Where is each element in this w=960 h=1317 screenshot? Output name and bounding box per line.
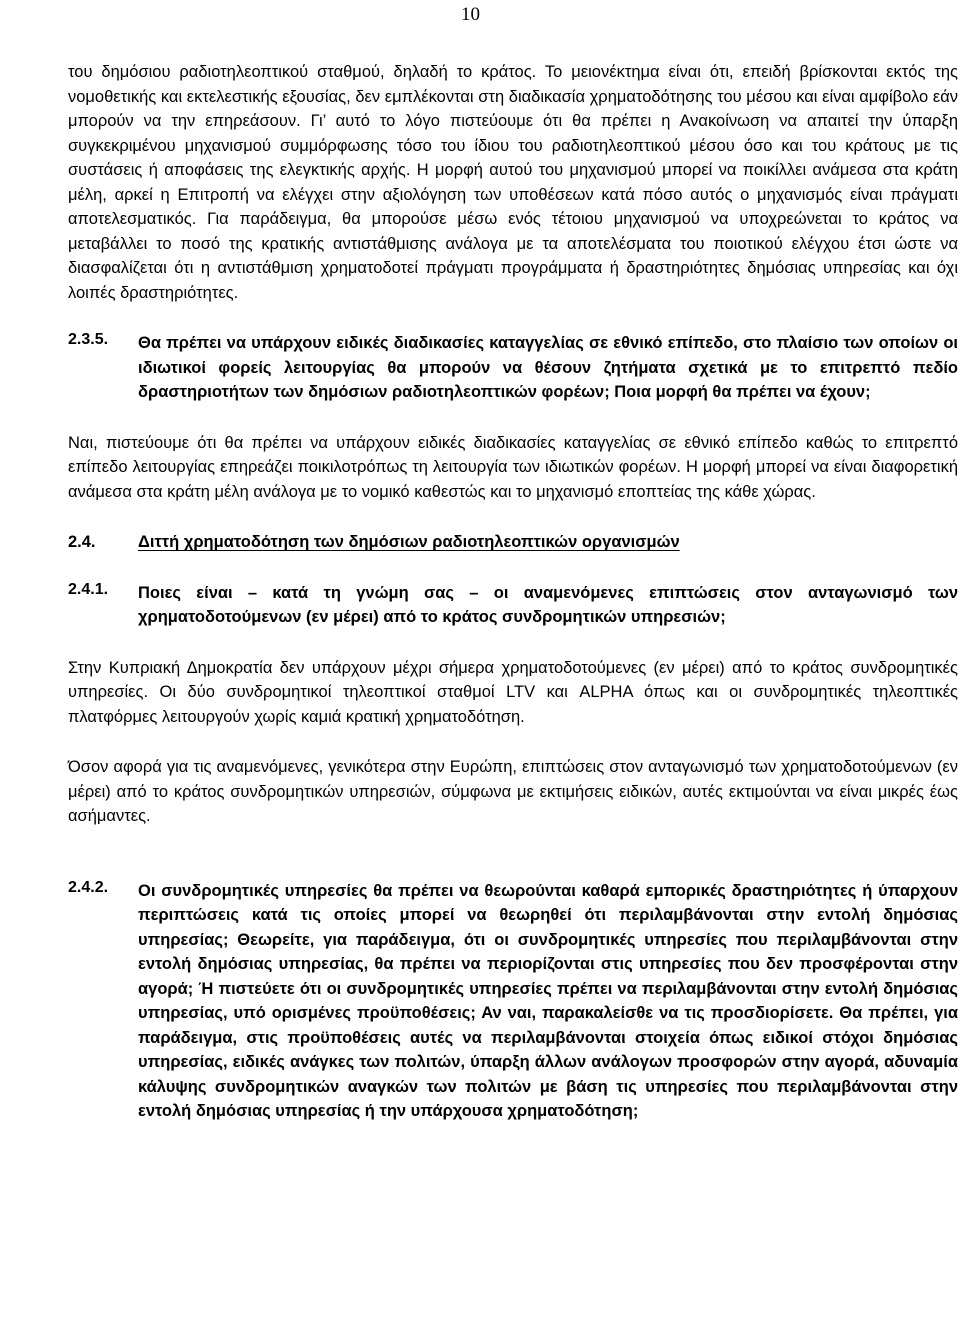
- question-text: Ποιες είναι – κατά τη γνώμη σας – οι αναμενόμενες επιπτώσεις στον ανταγωνισμό των χρηματοδοτούμενων (εν μέρει) από το κράτος συνδρομητικών υπηρεσιών;: [138, 583, 958, 626]
- question-2-4-2: [68, 879, 958, 1124]
- question-2-4-1: [68, 581, 958, 630]
- question-number: 2.3.5.: [68, 331, 109, 348]
- answer-2-4-1-part-2: Όσον αφορά για τις αναμενόμενες, γενικότερα στην Ευρώπη, επιπτώσεις στον ανταγωνισμό των χρηματοδοτούμενων (εν μέρει) από το κράτος συνδρομητικών υπηρεσιών, σύμφωνα με εκτιμήσεις ειδικών, αυτές εκτιμούνται να είναι μικρές έως ασήμαντες.: [68, 758, 958, 825]
- document-body: [68, 60, 958, 1124]
- answer-2-3-5: Ναι, πιστεύουμε ότι θα πρέπει να υπάρχουν ειδικές διαδικασίες καταγγελίας σε εθνικό επίπεδο καθώς το επιτρεπτό επίπεδο λειτουργίας επηρεάζει ποικιλοτρόπως τη λειτουργία των ιδιωτικών φορέων. Η μορφή μπορεί να είναι διαφορετική ανάμεσα στα κράτη μέλη ανάλογα με το νομικό καθεστώς και το μηχανισμό εποπτείας της κάθε χώρας.: [68, 433, 958, 501]
- page-number: 10: [461, 4, 480, 25]
- answer-2-4-1-part-1: Στην Κυπριακή Δημοκρατία δεν υπάρχουν μέχρι σήμερα χρηματοδοτούμενες (εν μέρει) από το κράτος συνδρομητικές υπηρεσίες. Οι δύο συνδρομητικοί τηλεοπτικοί σταθμοί LTV και ALPHA όπως και οι συνδρομητικές τηλεοπτικές πλατφόρμες λειτουργούν χωρίς καμιά κρατική χρηματοδότηση.: [68, 658, 958, 726]
- question-number: 2.4.2.: [68, 878, 109, 896]
- question-number: 2.4.1.: [68, 580, 109, 598]
- question-text: Θα πρέπει να υπάρχουν ειδικές διαδικασίες καταγγελίας σε εθνικό επίπεδο, στο πλαίσιο των οποίων οι ιδιωτικοί φορείς λειτουργίας θα μπορούν να θέσουν ζητήματα σχετικά με το επιτρεπτό πεδίο δραστηριοτήτων των δημόσιων ραδιοτηλεοπτικών φορέων; Ποια μορφή θα πρέπει να έχουν;: [138, 334, 958, 401]
- section-heading-2-4: [68, 530, 958, 555]
- section-title: Διττή χρηματοδότηση των δημόσιων ραδιοτηλεοπτικών οργανισμών: [138, 533, 680, 551]
- section-number: 2.4.: [68, 533, 96, 551]
- question-2-3-5: [68, 331, 958, 405]
- question-text: Οι συνδρομητικές υπηρεσίες θα πρέπει να θεωρούνται καθαρά εμπορικές δραστηριότητες ή ύπαρχουν περιπτώσεις κατά τις οποίες μπορεί να θεωρηθεί ότι περιλαμβάνονται στην εντολή δημόσιας υπηρεσίας; Θεωρείτε, για παράδειγμα, ότι οι συνδρομητικές υπηρεσίες που περιλαμβάνονται στην εντολή δημόσιας υπηρεσίας, θα πρέπει να περιορίζονται στις υπηρεσίες που δεν προσφέρονται στην αγορά; Ή πιστεύετε ότι οι συνδρομητικές υπηρεσίες πρέπει να περιλαμβάνονται στην εντολή δημόσιας υπηρεσίας, υπό ορισμένες προϋποθέσεις; Αν ναι, παρακαλείσθε να τις προσδιορίσετε. Θα πρέπει, για παράδειγμα, στις προϋποθέσεις αυτές να περιλαμβάνονται στοιχεία όπως ειδικοί στόχοι δημόσιας υπηρεσίας, ειδικές ανάγκες των πολιτών, ύπαρξη άλλων ανάλογων προσφορών στην αγορά, αδυναμία κάλυψης συνδρομητικών αναγκών των πολιτών με βάση τις υπηρεσίες που περιλαμβάνονται στην εντολή δημόσιας υπηρεσίας ή την υπάρχουσα χρηματοδότηση;: [138, 881, 958, 1120]
- paragraph-compliance-mechanism: του δημόσιου ραδιοτηλεοπτικού σταθμού, δηλαδή το κράτος. Το μειονέκτημα είναι ότι, επειδή βρίσκονται εκτός της νομοθετικής και εκτελεστικής εξουσίας, δεν εμπλέκονται στη διαδικασία χρηματοδότησης του μέσου και είναι αμφίβολο εάν μπορούν να την επηρεάσουν. Γι’ αυτό το λόγο πιστεύουμε ότι θα πρέπει η Ανακοίνωση να απαιτεί την ύπαρξη συγκεκριμένου μηχανισμού συμμόρφωσης τόσο του ίδιου του ραδιοτηλεοπτικού μέσου όσο και του κράτους με τις συστάσεις ή αποφάσεις της ελεγκτικής αρχής. Η μορφή αυτού του μηχανισμού μπορεί να ποικίλλει ανάμεσα στα κράτη μέλη, αρκεί η Επιτροπή να ελέγχει στην αξιολόγηση των υποθέσεων κατά πόσο αυτός ο μηχανισμός είναι πράγματι αποτελεσματικός. Για παράδειγμα, θα μπορούσε μέσω ενός τέτοιου μηχανισμού να υποχρεώνεται το κράτος να μεταβάλλει το ποσό της κρατικής αντιστάθμισης ανάλογα με τα αποτελέσματα του ποιοτικού ελέγχου έτσι ώστε να διασφαλίζεται ότι η αντιστάθμιση χρηματοδοτεί πράγματι προγράμματα ή δραστηριότητες δημόσιας υπηρεσίας και όχι λοιπές δραστηριότητες.: [68, 63, 958, 302]
